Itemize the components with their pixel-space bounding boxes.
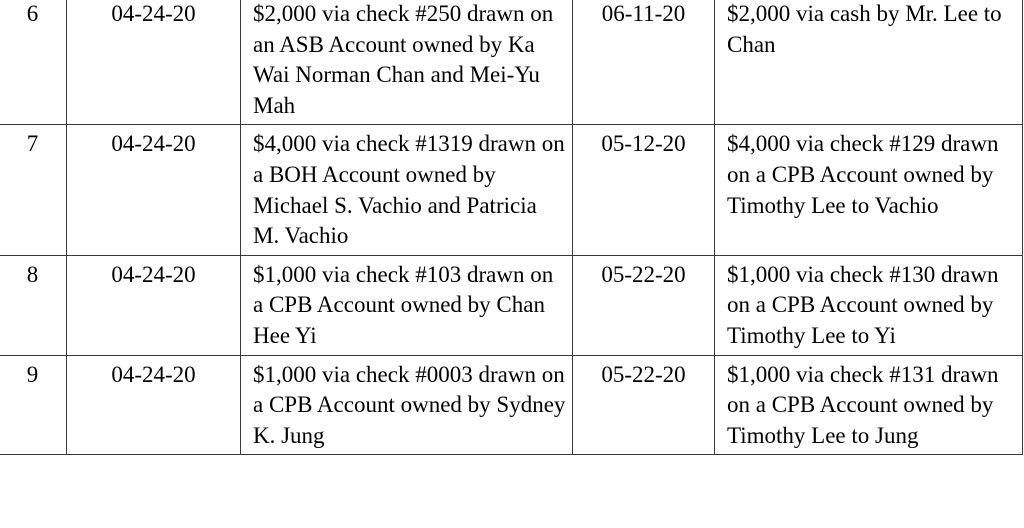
deposit-date-cell: 04-24-20 [67,0,241,125]
payment-date-cell: 05-12-20 [573,125,715,255]
payment-description-cell: $4,000 via check #129 drawn on a CPB Account owned by Timothy Lee to Vachio [715,125,1023,255]
table-row [0,125,1023,255]
deposit-description-cell: $4,000 via check #1319 drawn on a BOH Account owned by Michael S. Vachio and Patricia M. Vachio [241,125,573,255]
payment-date-cell: 06-11-20 [573,0,715,125]
deposit-description-cell: $2,000 via check #250 drawn on an ASB Account owned by Ka Wai Norman Chan and Mei-Yu Mah [241,0,573,125]
deposit-date-cell: 04-24-20 [67,355,241,455]
deposit-date-cell: 04-24-20 [67,125,241,255]
table-row [0,255,1023,355]
payment-description-cell: $1,000 via check #131 drawn on a CPB Account owned by Timothy Lee to Jung [715,355,1023,455]
payment-date-cell: 05-22-20 [573,255,715,355]
payment-description-cell: $2,000 via cash by Mr. Lee to Chan [715,0,1023,125]
count-cell: 8 [0,255,67,355]
count-cell: 6 [0,0,67,125]
count-cell: 7 [0,125,67,255]
table-row [0,0,1023,125]
deposit-description-cell: $1,000 via check #0003 drawn on a CPB Account owned by Sydney K. Jung [241,355,573,455]
deposit-date-cell: 04-24-20 [67,255,241,355]
deposit-description-cell: $1,000 via check #103 drawn on a CPB Account owned by Chan Hee Yi [241,255,573,355]
payment-date-cell: 05-22-20 [573,355,715,455]
count-cell: 9 [0,355,67,455]
table-row [0,355,1023,455]
payment-description-cell: $1,000 via check #130 drawn on a CPB Account owned by Timothy Lee to Yi [715,255,1023,355]
